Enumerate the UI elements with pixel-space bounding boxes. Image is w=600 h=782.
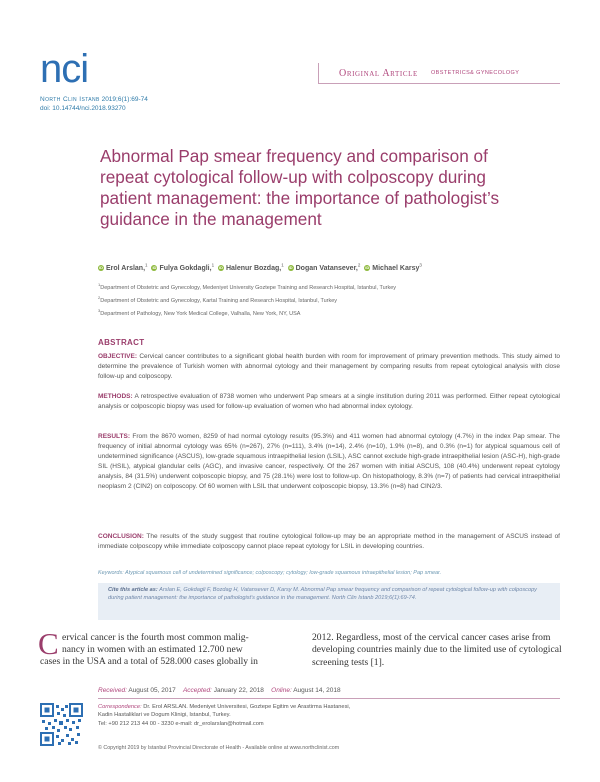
- article-dates: Received: August 05, 2017 Accepted: January 22, 2018 Online: August 14, 2018: [98, 687, 341, 694]
- author[interactable]: iD Halenur Bozdag,$^1$: [218, 263, 284, 273]
- correspondence: Correspondence: Dr. Erol ARSLAN. Medeniyet Universitesi, Goztepe Egitim ve Arastirma Hastanesi, Kadin Hastaliklari ve Dogum Klinigi, Istanbul, Turkey. Tel: +90 212 213 44 00 - 3230 e-mail: dr_erolarslan@hotmail.com: [98, 703, 558, 728]
- author[interactable]: iD Michael Karsy$^3$: [365, 263, 422, 273]
- doi-link[interactable]: doi: 10.14744/nci.2018.93270: [40, 105, 126, 112]
- orcid-icon: iD: [218, 265, 223, 271]
- footer-rule: [98, 698, 560, 699]
- article-category: OBSTETRICS& GYNECOLOGY: [431, 70, 520, 76]
- journal-citation: [40, 95, 148, 113]
- affiliation: $^3$Department of Pathology, New York Medical College, Valhalla, New York, NY, USA: [98, 308, 301, 317]
- correspondence-contact[interactable]: Tel: +90 212 213 44 00 - 3230 e-mail: dr_erolarslan@hotmail.com: [98, 720, 264, 727]
- journal-logo: [40, 52, 130, 88]
- orcid-icon: iD: [99, 265, 103, 271]
- affiliation: $^1$Department of Obstetric and Gynecology, Medeniyet University Goztepe Training and Research Hospital, Istanbul, Turkey: [98, 282, 397, 291]
- author-list: [98, 263, 558, 272]
- author[interactable]: iD Fulya Gokdagli,$^1$: [152, 263, 215, 273]
- body-col1-line3: cases in the USA and a total of 528.000 cases globally in: [40, 656, 258, 667]
- drop-cap: C: [38, 626, 59, 661]
- author[interactable]: iD Dogan Vatansever,$^2$: [288, 263, 361, 273]
- abstract-objective: OBJECTIVE: Cervical cancer contributes to a significant global health burden with room for improvement of primary prevention methods. This study aimed to determine the prevalence of Turkish women with abnormal cytology and their management by comparing results from repeat cytological analysis with close follow-up and colposcopy.: [98, 353, 560, 380]
- article-title: Abnormal Pap smear frequency and comparison of repeat cytological follow-up with colposcopy during patient management: the importance of pathologist’s guidance in the management: [100, 146, 500, 229]
- logo-text: nci: [40, 52, 89, 88]
- abstract-conclusion: CONCLUSION: The results of the study suggest that routine cytological follow-up may be an appropriate method in the management of ASCUS instead of immediate colposcopy while immediate colposcopy cannot place repeat cytology for LSIL in developing countries.: [98, 533, 560, 550]
- orcid-icon: iD: [288, 265, 293, 271]
- body-col1-line2: nancy in women with an estimated 12.700 new: [62, 644, 243, 655]
- body-column-2: 2012. Regardless, most of the cervical cancer cases arise from developing countries mainly due to the limited use of cytological screening tests [1].: [312, 632, 562, 668]
- copyright: © Copyright 2019 by Istanbul Provincial Directorate of Health - Available online at www.northclinist.com: [98, 745, 340, 751]
- author[interactable]: iD Erol Arslan,$^1$: [99, 263, 148, 273]
- journal-name: North Clin Istanb: [40, 96, 100, 103]
- keywords: Keywords: Atypical squamous cell of undetermined significance; colposcopy; cytology; low-grade squamous intraepithelial lesion; Pap smear.: [98, 570, 442, 576]
- orcid-icon: iD: [365, 265, 370, 271]
- abstract-methods: METHODS: A retrospective evaluation of 8738 women who underwent Pap smears at a single institution during 2011 was performed. Either repeat cytological analysis or colposcopic biopsy was used for follow-up evaluation of women who had abnormal index cytology.: [98, 393, 561, 410]
- abstract-results: RESULTS: From the 8670 women, 8259 of had normal cytology results (95.3%) and 411 women had abnormal cytology (4.7%) in the index Pap smear. The frequency of initial abnormal cytology was 65% (n=267), 27% (n=111), 3.4% (n=14), 2.4% (n=10), 1.9% (n=8), and 0.3% (n=1) for atypical squamous cell of undetermined significance (ASCUS), low-grade squamous intraepithelial lesion (LSIL), ASC cannot exclude high-grade intraepithelial lesion (ASC-H), high-grade SIL (HSIL), atypical glandular cells (AGC), and invasive cancer, respectively. Of the 267 women with initial ASCUS, 108 (40.4%) underwent repeat cytology analysis, 84 (31.5%) underwent colposcopic biopsy, and 75 (28.1%) were lost to follow-up. On histopathology, 8.3% (n=7) of patients had cervical intraepithelial neoplasm 2 (CIN2) on colposcopy. Of 60 women with LSIL that underwent colposcopic biopsy, 13.3% (n=8) had CIN2/3.: [98, 433, 560, 490]
- qr-code-icon: [40, 703, 83, 746]
- journal-volume: 2019;6(1):69-74: [101, 96, 148, 103]
- article-type: Original Article: [339, 68, 418, 79]
- body-col1-line1: ervical cancer is the fourth most common malig-: [62, 632, 249, 643]
- affiliation: $^2$Department of Obstetric and Gynecology, Kartal Training and Research Hospital, Istanbul, Turkey: [98, 295, 338, 304]
- abstract-heading: ABSTRACT: [98, 338, 145, 347]
- header-accent-line: [318, 63, 319, 83]
- cite-text: Cite this article as: Arslan E, Gokdagli F, Bozdag H, Vatansever D, Karsy M. Abnormal Pap smear frequency and comparison of repeat cytological follow-up with colposcopy during patient management: the importance of pathologist’s guidance in the management. North Clin Istanb 2019;6(1):69-74.: [108, 587, 537, 602]
- orcid-icon: iD: [152, 265, 157, 271]
- header-rule: [318, 83, 560, 84]
